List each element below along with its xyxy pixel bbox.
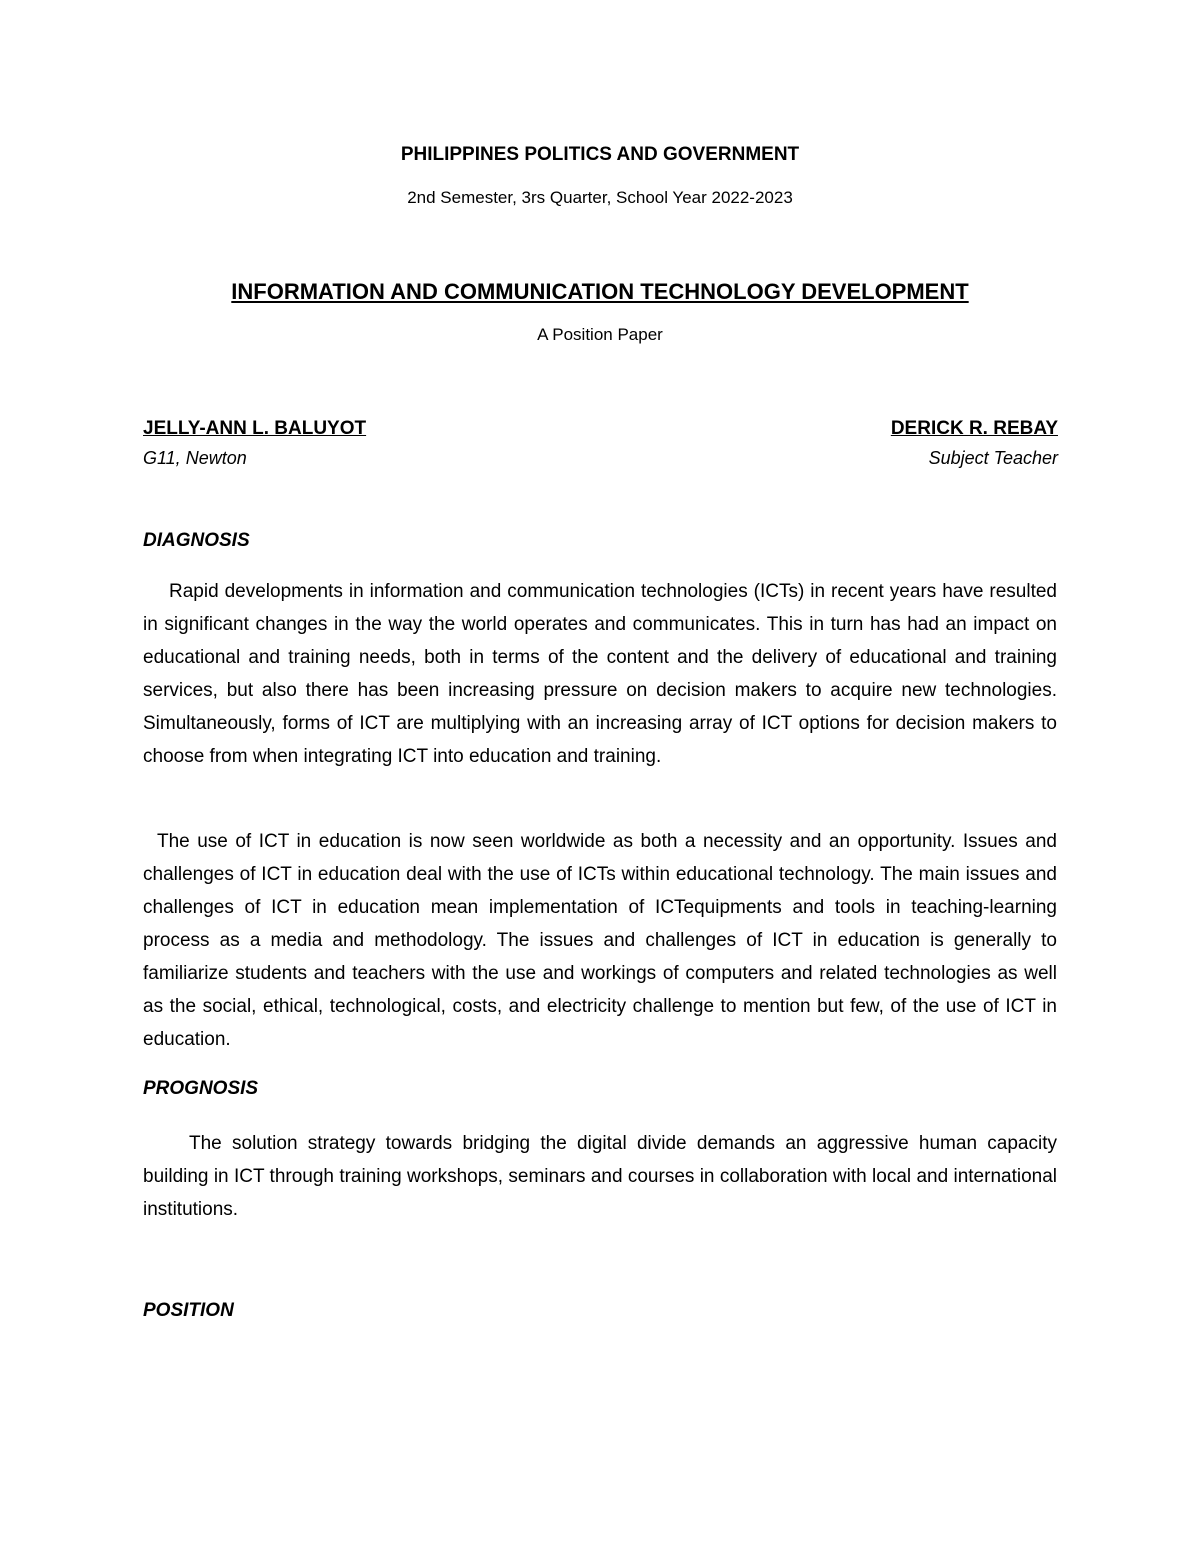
teacher-role: Subject Teacher bbox=[928, 448, 1058, 468]
paper-title: INFORMATION AND COMMUNICATION TECHNOLOGY DEVELOPMENT bbox=[231, 279, 969, 304]
position-heading: POSITION bbox=[143, 1300, 234, 1321]
prognosis-heading: PROGNOSIS bbox=[143, 1078, 259, 1099]
course-title: PHILIPPINES POLITICS AND GOVERNMENT bbox=[400, 144, 800, 165]
teacher-name: DERICK R. REBAY bbox=[890, 418, 1058, 439]
teacher-author-block bbox=[891, 414, 1058, 472]
diagnosis-paragraph-1: Rapid developments in information and communication technologies (ICTs) in recent years have resulted in significant changes in the way the world operates and communicates. This in turn has had an impact on educational and training needs, both in terms of the content and the delivery of educational and training services, but also there has been increasing pressure on decision makers to acquire new technologies. Simultaneously, forms of ICT are multiplying with an increasing array of ICT options for decision makers to choose from when integrating ICT into education and training. bbox=[143, 581, 1057, 767]
diagnosis-paragraph-2: The use of ICT in education is now seen worldwide as both a necessity and an opportunity. Issues and challenges of ICT in education deal with the use of ICTs within educational technology. The main issues and challenges of ICT in education mean implementation of ICTequipments and tools in teaching-learning process as a media and methodology. The issues and challenges of ICT in education is generally to familiarize students and teachers with the use and workings of computers and related technologies as well as the social, ethical, technological, costs, and electricity challenge to mention but few, of the use of ICT in education. bbox=[143, 831, 1057, 1050]
student-author-block bbox=[143, 414, 366, 472]
prognosis-paragraph-1: The solution strategy towards bridging the digital divide demands an aggressive human capacity building in ICT through training workshops, seminars and courses in collaboration with local and international institutions. bbox=[143, 1133, 1057, 1220]
diagnosis-heading: DIAGNOSIS bbox=[143, 530, 250, 551]
paper-subtitle: A Position Paper bbox=[537, 325, 663, 344]
student-name: JELLY-ANN L. BALUYOT bbox=[143, 418, 367, 439]
student-section: G11, Newton bbox=[143, 448, 247, 468]
semester-line: 2nd Semester, 3rs Quarter, School Year 2022-2023 bbox=[407, 188, 793, 207]
